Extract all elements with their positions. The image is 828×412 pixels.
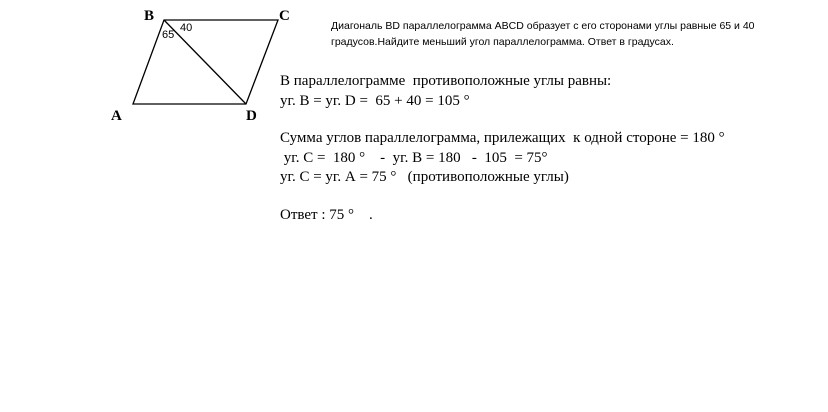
paragraph-gap <box>280 188 820 206</box>
answer-line: Ответ : 75 ° . <box>280 206 373 223</box>
solution-line: уг. С = 180 ° - уг. В = 180 - 105 = 75° <box>280 149 548 166</box>
diagonal-bd <box>164 20 246 104</box>
angle-label-dbc: 40 <box>180 22 193 34</box>
vertex-label-c: C <box>279 8 290 24</box>
solution-text <box>280 72 820 225</box>
solution-line: Сумма углов параллелограмма, прилежащих к одной стороне = 180 ° <box>280 130 725 146</box>
vertex-label-b: B <box>144 8 155 24</box>
problem-line: градусов.Найдите меньший угол параллелограмма. Ответ в градусах. <box>331 36 674 48</box>
solution-line: В параллелограмме противоположные углы равны: <box>280 73 612 89</box>
angle-label-abd: 65 <box>162 29 175 41</box>
problem-line: Диагональ BD параллелограмма ABCD образует с его сторонами углы равные 65 и 40 <box>331 20 755 32</box>
vertex-label-d: D <box>246 108 257 124</box>
solution-line: уг. В = уг. D = 65 + 40 = 105 ° <box>280 92 470 109</box>
vertex-label-a: A <box>111 108 122 124</box>
paragraph-gap <box>280 111 820 129</box>
problem-statement <box>331 18 801 50</box>
solution-line: уг. С = уг. А = 75 ° (противоположные углы) <box>280 169 569 185</box>
